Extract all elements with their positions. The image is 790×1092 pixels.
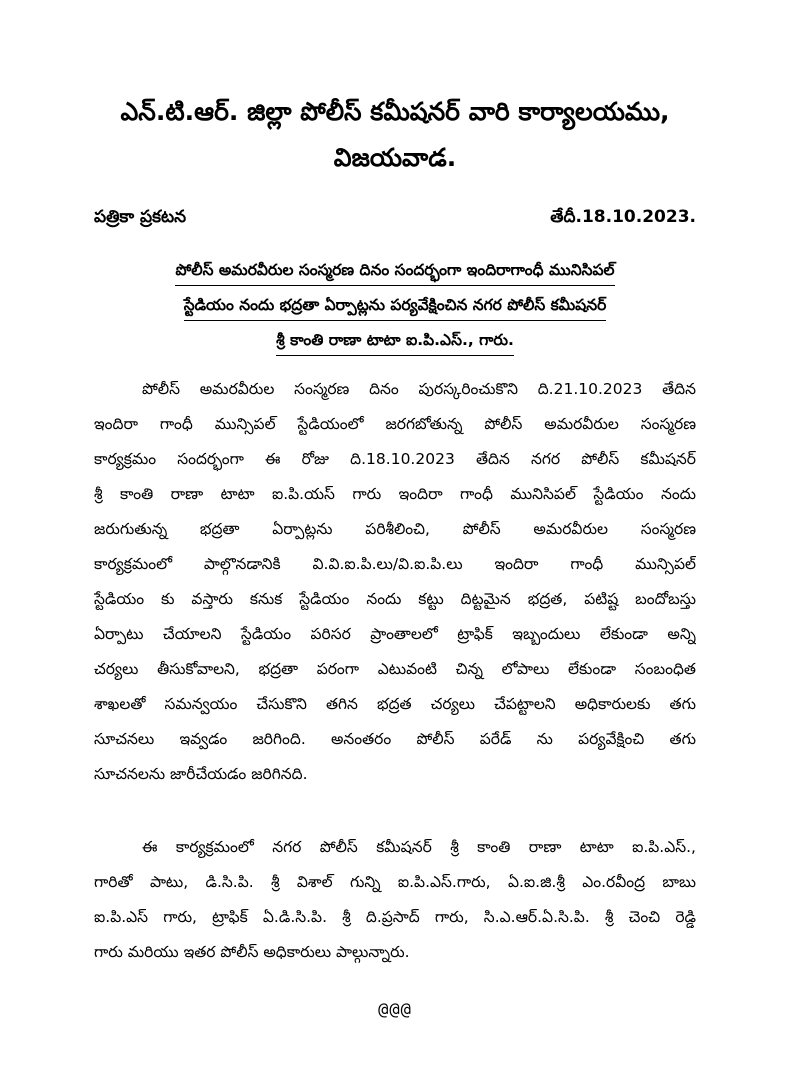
paragraph-line: సూచనలను జారీచేయడం జరిగినది. — [94, 765, 308, 783]
paragraph-line: శాఖలతో సమన్వయం చేసుకొని తగిన భద్రత చర్యలు చేపట్టాలని అధికారులకు తగు — [94, 695, 696, 713]
release-date: తేదీ.18.10.2023. — [550, 207, 696, 227]
paragraph-line: ఇందిరా గాంధీ మున్సిపల్ స్టేడియంలో జరగబోతున్న పోలీస్ అమరవీరుల సంస్మరణ — [94, 415, 696, 433]
paragraph-line: సూచనలు ఇవ్వడం జరిగింది. అనంతరం పోలీస్ పరేడ్ ను పర్యవేక్షించి తగు — [94, 730, 696, 748]
paragraph-line: కార్యక్రమంలో పాల్గొనడానికి వి.వి.ఐ.పి.లు/వి.ఐ.పి.లు ఇందిరా గాంధీ మున్సిపల్ — [94, 555, 696, 573]
closing-mark: @@@ — [378, 1000, 412, 1020]
headline-text-2: స్టేడియం నందు భద్రతా ఏర్పాట్లను పర్యవేక్షించిన నగర పోలీస్ కమీషనర్ — [184, 291, 607, 321]
paragraph-line: ఐ.పి.ఎస్ గారు, ట్రాఫిక్ ఏ.డి.సి.పి. శ్రీ ది.ప్రసాద్ గారు, సి.ఎ.ఆర్.ఏ.సి.పి. శ్రీ చెంచి రెడ్డి — [94, 908, 696, 926]
office-title: ఎన్.టి.ఆర్. జిల్లా పోలీస్ కమీషనర్ వారి కార్యాలయము, — [120, 97, 670, 126]
headline-line-3 — [0, 326, 790, 356]
body-paragraph-1 — [94, 372, 696, 792]
meta-row — [94, 202, 696, 232]
paragraph-line: ఏర్పాటు చేయాలని స్టేడియం పరిసర ప్రాంతాలలో ట్రాఫిక్ ఇబ్బందులు లేకుండా అన్ని — [94, 625, 696, 643]
headline-text-3: శ్రీ కాంతి రాణా టాటా ఐ.పి.ఎస్., గారు. — [276, 326, 514, 356]
paragraph-line: గారు మరియు ఇతర పోలీస్ అధికారులు పాల్గున్నారు. — [94, 943, 410, 961]
press-release-label: పత్రికా ప్రకటన — [94, 207, 187, 227]
body-paragraph-2 — [94, 830, 696, 970]
headline-line-2 — [0, 291, 790, 321]
headline-line-1 — [0, 256, 790, 286]
headline-text-1: పోలీస్ అమరవీరుల సంస్మరణ దినం సందర్భంగా ఇందిరాగాంధీ మునిసిపల్ — [175, 256, 614, 286]
paragraph-line: చర్యలు తీసుకోవాలని, భద్రతా పరంగా ఎటువంటి చిన్న లోపాలు లేకుండా సంబంధిత — [94, 660, 696, 678]
paragraph-line: పోలీస్ అమరవీరుల సంస్మరణ దినం పురస్కరించుకొని ది.21.10.2023 తేదిన — [142, 380, 696, 398]
paragraph-line: స్టేడియం కు వస్తారు కనుక స్టేడియం నందు కట్టు దిట్టమైన భద్రత, పటిష్ట బందోబస్తు — [94, 590, 696, 608]
paragraph-line: జరుగుతున్న భద్రతా ఏర్పాట్లను పరిశీలించి, పోలీస్ అమరవీరుల సంస్మరణ — [94, 520, 696, 538]
paragraph-line: శ్రీ కాంతి రాణా టాటా ఐ.పి.యస్ గారు ఇందిరా గాంధీ మునిసిపల్ స్టేడియం నందు — [94, 485, 696, 503]
paragraph-line: కార్యక్రమం సందర్భంగా ఈ రోజు ది.18.10.2023 తేదిన నగర పోలీస్ కమీషనర్ — [94, 450, 696, 468]
office-city: విజయవాడ. — [333, 143, 457, 172]
paragraph-line: ఈ కార్యక్రమంలో నగర పోలీస్ కమీషనర్ శ్రీ కాంతి రాణా టాటా ఐ.పి.ఎస్., — [142, 838, 696, 856]
paragraph-line: గారితో పాటు, డి.సి.పి. శ్రీ విశాల్ గున్ని ఐ.పి.ఎస్.గారు, ఏ.ఐ.జి.శ్రీ ఎం.రవీంద్ర బాబు — [94, 873, 696, 891]
